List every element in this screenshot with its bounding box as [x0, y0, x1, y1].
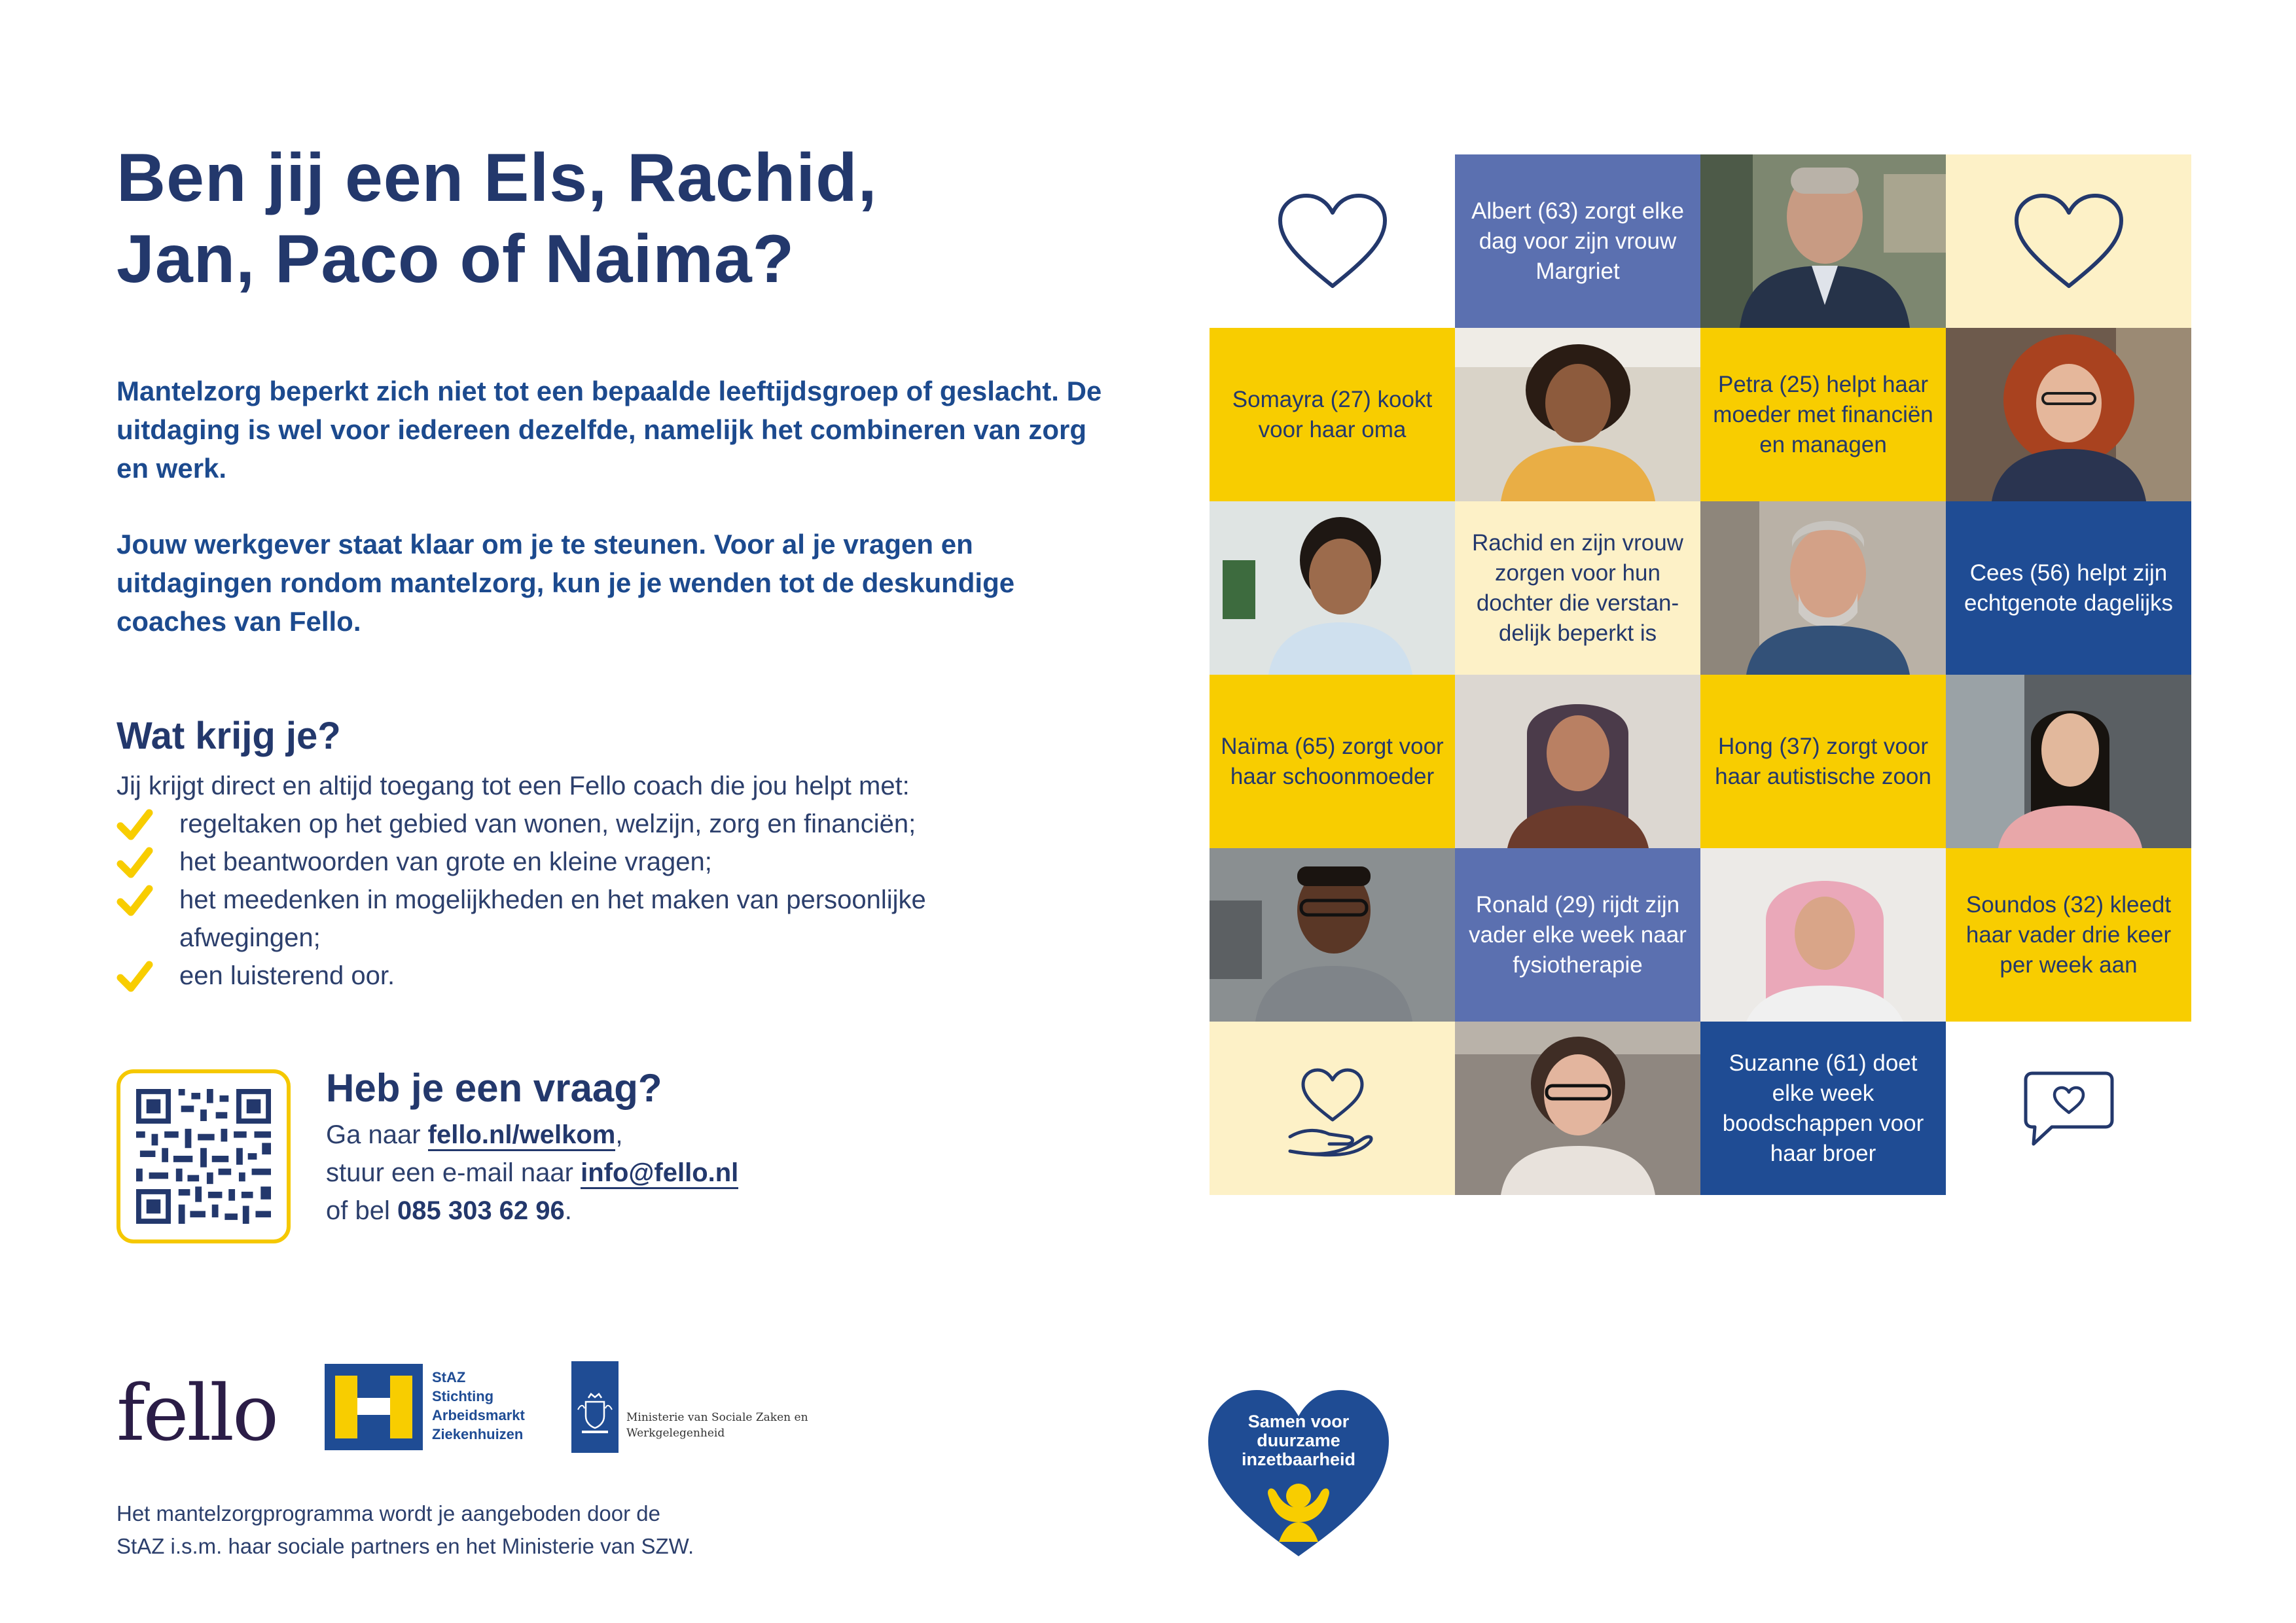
- portrait-image: [1946, 675, 2191, 848]
- staz-line: Arbeidsmarkt: [432, 1407, 525, 1423]
- photo-cees: [1700, 501, 1946, 675]
- photo-somayra: [1455, 328, 1700, 501]
- photo-ronald: [1210, 848, 1455, 1022]
- checkmark-icon: [117, 883, 153, 918]
- portrait-image: [1210, 501, 1455, 675]
- contact-heading: Heb je een vraag?: [326, 1066, 662, 1110]
- badge-line-1: Samen voor: [1247, 1412, 1350, 1431]
- footer-line-2: StAZ i.s.m. haar sociale partners en het Ministerie van SZW.: [117, 1534, 694, 1558]
- contact-email-line: stuur een e-mail naar info@fello.nl: [326, 1154, 738, 1192]
- contact-website-line: Ga naar fello.nl/welkom,: [326, 1116, 738, 1154]
- benefits-heading: Wat krijg je?: [117, 715, 341, 757]
- photo-hong: [1946, 675, 2191, 848]
- heart-icon: [2010, 189, 2128, 294]
- checkmark-icon: [117, 959, 153, 993]
- portrait-image: [1455, 1022, 1700, 1195]
- fello-logo: fello: [117, 1368, 278, 1458]
- badge-line-3: inzetbaarheid: [1241, 1450, 1356, 1469]
- caregiver-grid: [1210, 154, 2191, 1195]
- checkmark-icon: [117, 846, 153, 880]
- coat-of-arms-icon: [571, 1361, 619, 1453]
- title-line-1: Ben jij een Els, Rachid,: [117, 140, 878, 216]
- page-title: [117, 137, 878, 300]
- staz-line: Ziekenhuizen: [432, 1426, 524, 1442]
- photo-naima: [1455, 675, 1700, 848]
- staz-line: Stichting: [432, 1388, 494, 1404]
- staz-name: StAZ: [432, 1369, 466, 1385]
- portrait-image: [1946, 328, 2191, 501]
- heart-icon: [1274, 189, 1391, 294]
- tile-ronald: Ronald (29) rijdt zijn vader elke week naar fysiotherapie: [1455, 848, 1700, 1022]
- tile-albert: Albert (63) zorgt elke dag voor zijn vrouw Margriet: [1455, 154, 1700, 328]
- list-item: [117, 805, 1033, 843]
- footer-note: [117, 1497, 694, 1563]
- phone-number[interactable]: 085 303 62 96: [397, 1196, 565, 1225]
- heart-in-hand-icon: [1283, 1060, 1382, 1158]
- photo-petra: [1946, 328, 2191, 501]
- email-link[interactable]: info@fello.nl: [581, 1158, 738, 1189]
- chat-heart-icon: [2023, 1069, 2115, 1148]
- photo-rachid: [1210, 501, 1455, 675]
- list-item: [117, 957, 1033, 995]
- tile-naima: Naïma (65) zorgt voor haar schoonmoeder: [1210, 675, 1455, 848]
- heart-tile: [1946, 154, 2191, 328]
- benefits-list: [117, 805, 1033, 995]
- title-line-2: Jan, Paco of Naima?: [117, 221, 795, 297]
- chat-tile: [1946, 1022, 2191, 1195]
- heart-tile: [1210, 154, 1455, 328]
- ministry-logo: [571, 1361, 820, 1453]
- benefit-text: het beantwoorden van grote en kleine vragen;: [179, 847, 712, 876]
- footer-line-1: Het mantelzorgprogramma wordt je aangeboden door de: [117, 1501, 660, 1525]
- staz-mark-icon: [325, 1364, 423, 1450]
- portrait-image: [1700, 501, 1946, 675]
- benefits-intro: Jij krijgt direct en altijd toegang tot een Fello coach die jou helpt met:: [117, 772, 910, 800]
- checkmark-icon: [117, 808, 153, 842]
- intro-paragraph-2: Jouw werkgever staat klaar om je te steunen. Voor al je vragen en uitdagingen rondom mantelzorg, kun je je wenden tot de deskundige coaches van Fello.: [117, 529, 1015, 637]
- portrait-image: [1700, 848, 1946, 1022]
- portrait-image: [1455, 328, 1700, 501]
- badge-line-2: duurzame: [1257, 1431, 1340, 1450]
- contact-phone-line: of bel 085 303 62 96.: [326, 1196, 572, 1225]
- ministry-name-line1: Ministerie van Sociale Zaken en: [626, 1411, 808, 1424]
- photo-soundos: [1700, 848, 1946, 1022]
- qr-code[interactable]: [117, 1069, 291, 1243]
- caring-hand-tile: [1210, 1022, 1455, 1195]
- contact-block: [326, 1116, 738, 1230]
- list-item: [117, 881, 1033, 957]
- list-item: [117, 843, 1033, 881]
- portrait-image: [1455, 675, 1700, 848]
- tile-somayra: Somayra (27) kookt voor haar oma: [1210, 328, 1455, 501]
- photo-suzanne: [1455, 1022, 1700, 1195]
- intro-paragraph-1: Mantelzorg beperkt zich niet tot een bepaalde leeftijdsgroep of geslacht. De uitdaging is wel voor iedereen dezelfde, namelijk het combineren van zorg en werk.: [117, 376, 1102, 484]
- staz-logo: [325, 1364, 534, 1450]
- tile-rachid: Rachid en zijn vrouw zorgen voor hun dochter die verstan-delijk beperkt is: [1455, 501, 1700, 675]
- ministry-name-line2: Werkgelegenheid: [626, 1427, 725, 1440]
- qr-code-icon: [136, 1089, 271, 1224]
- photo-albert: [1700, 154, 1946, 328]
- duurzame-inzetbaarheid-badge: [1206, 1387, 1391, 1559]
- tile-petra: Petra (25) helpt haar moeder met financiën en managen: [1700, 328, 1946, 501]
- website-link[interactable]: fello.nl/welkom: [428, 1120, 616, 1151]
- tile-suzanne: Suzanne (61) doet elke week boodschappen voor haar broer: [1700, 1022, 1946, 1195]
- portrait-image: [1210, 848, 1455, 1022]
- benefit-text: regeltaken op het gebied van wonen, welzijn, zorg en financiën;: [179, 810, 916, 838]
- tile-hong: Hong (37) zorgt voor haar autistische zoon: [1700, 675, 1946, 848]
- portrait-image: [1700, 154, 1946, 328]
- tile-soundos: Soundos (32) kleedt haar vader drie keer per week aan: [1946, 848, 2191, 1022]
- benefit-text: het meedenken in mogelijkheden en het maken van persoonlijke afwegingen;: [179, 885, 926, 952]
- benefit-text: een luisterend oor.: [179, 961, 395, 990]
- tile-cees: Cees (56) helpt zijn echtgenote dagelijks: [1946, 501, 2191, 675]
